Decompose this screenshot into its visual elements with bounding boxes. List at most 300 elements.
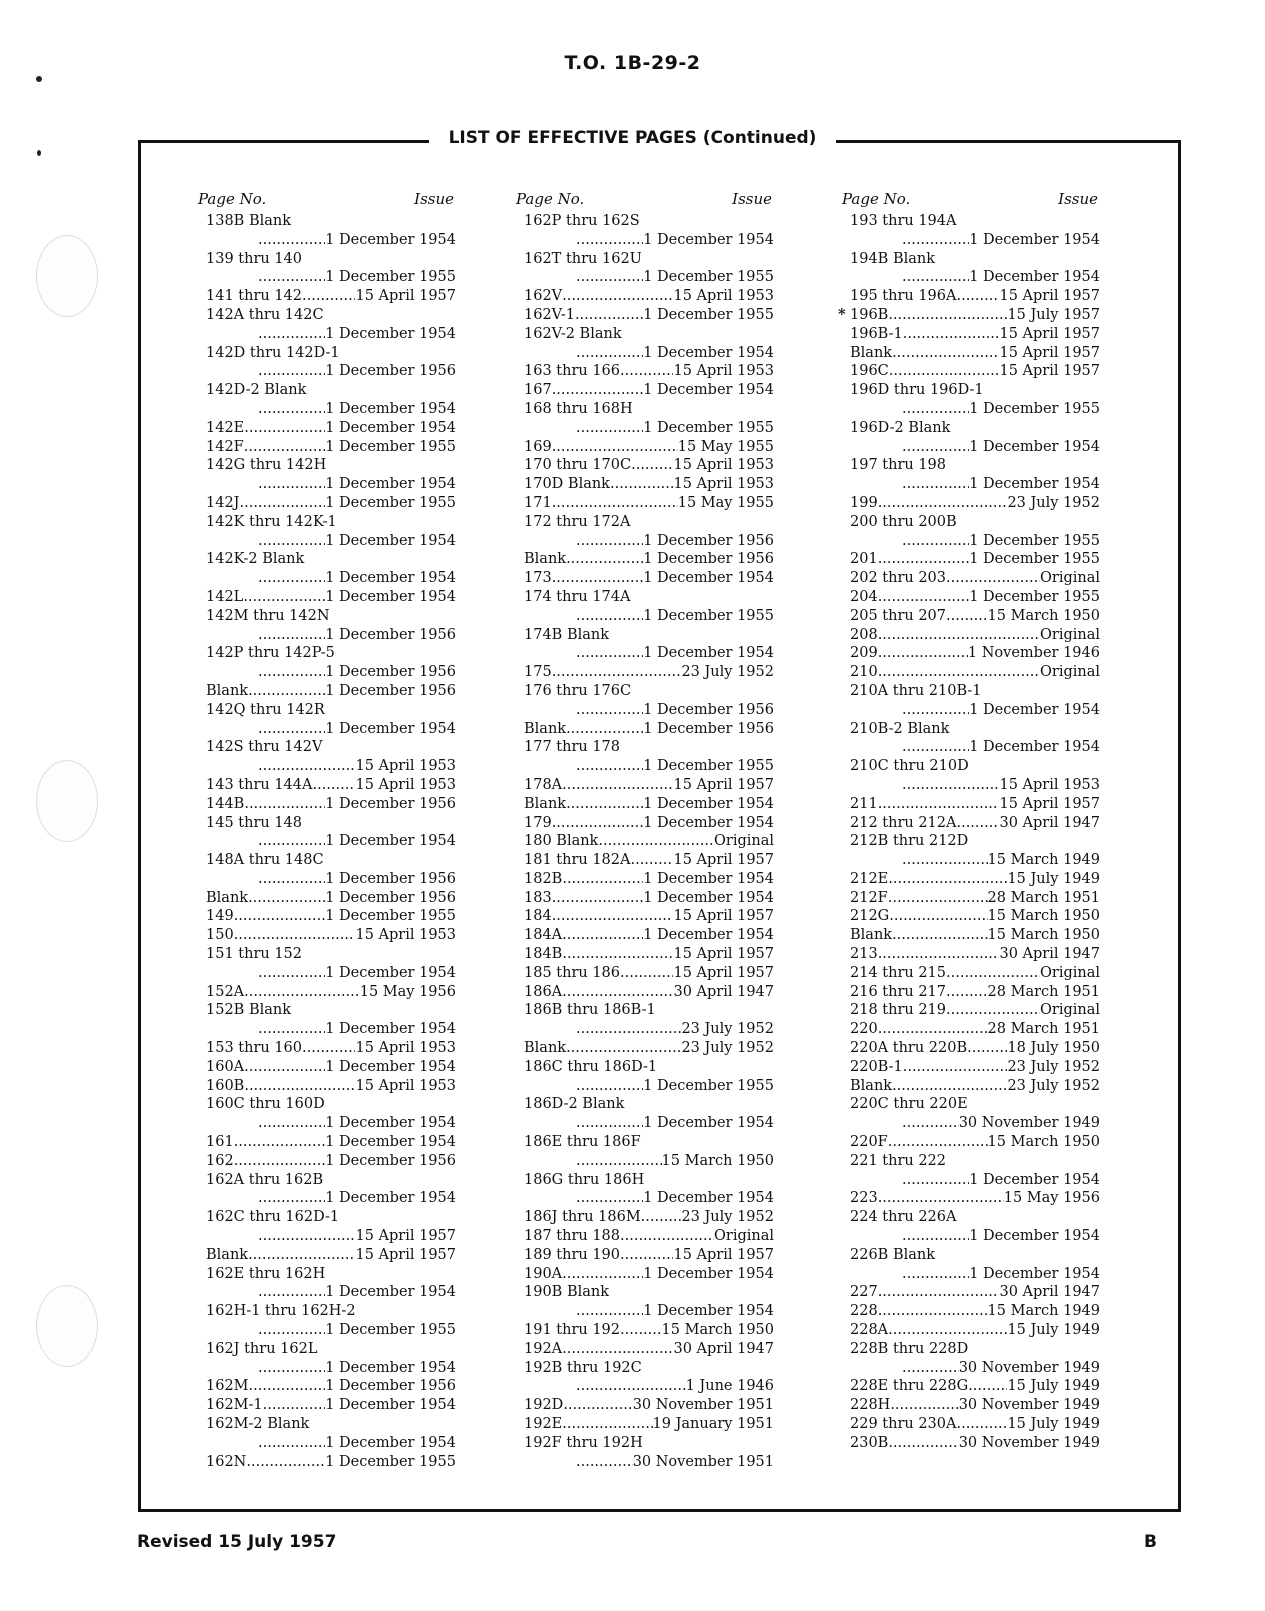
issue-line [198, 626, 456, 645]
entry-line [842, 663, 1100, 682]
dot-leader [878, 795, 1000, 814]
dot-leader [249, 1377, 326, 1396]
dot-leader [902, 475, 969, 494]
page-number: 171 [524, 494, 552, 511]
issue-date: 15 April 1953 [673, 363, 774, 380]
entry-line [842, 1039, 1100, 1058]
list-item [842, 325, 1100, 344]
issue-date: 1 December 1956 [643, 551, 774, 568]
page-number: 142A thru 142C [206, 306, 324, 323]
list-item [842, 1377, 1100, 1396]
list-item [842, 720, 1100, 758]
list-item [198, 250, 456, 288]
dot-leader [566, 720, 643, 739]
page-number: 228A [850, 1322, 889, 1339]
issue-date: 23 July 1952 [681, 1040, 774, 1057]
entry-line [516, 1340, 774, 1359]
dot-leader [889, 907, 987, 926]
issue-date: 1 December 1956 [325, 682, 456, 699]
issue-line [516, 268, 774, 287]
entry-line [198, 1077, 456, 1096]
entry-line [516, 438, 774, 457]
issue-line [198, 663, 456, 682]
list-item [842, 814, 1100, 833]
list-item [516, 682, 774, 720]
dot-leader [552, 569, 644, 588]
list-item [842, 550, 1100, 569]
issue-date: 1 December 1954 [325, 964, 456, 981]
page-number: 184B [524, 946, 563, 963]
issue-line [516, 1077, 774, 1096]
dot-leader [598, 832, 714, 851]
issue-date: 15 July 1949 [1007, 1322, 1100, 1339]
issue-date: 1 December 1954 [325, 325, 456, 342]
page-number: 223 [850, 1190, 878, 1207]
effective-pages-column-3 [838, 190, 1100, 1453]
entry-line [842, 907, 1100, 926]
dot-leader [552, 814, 644, 833]
entry-line [842, 964, 1100, 983]
issue-date: 30 November 1951 [632, 1453, 774, 1470]
page-number: 212G [850, 908, 890, 925]
dot-leader [956, 1415, 1007, 1434]
dot-leader [576, 1302, 643, 1321]
entry-line [842, 926, 1100, 945]
page-number: 148A thru 148C [206, 852, 324, 869]
dot-leader [903, 1058, 1008, 1077]
list-item [516, 212, 774, 250]
issue-header: Issue [732, 190, 772, 208]
entry-line [198, 588, 456, 607]
issue-date: 1 November 1946 [967, 645, 1100, 662]
page-number: 196D thru 196D-1 [850, 382, 984, 399]
page-number: 186G thru 186H [524, 1171, 645, 1188]
binder-hole [36, 1285, 98, 1367]
dot-leader [878, 1283, 1000, 1302]
page-number: 170 thru 170C [524, 457, 632, 474]
page-number: Blank [206, 889, 249, 906]
page-number: 211 [850, 795, 878, 812]
list-item [198, 1152, 456, 1171]
list-item [516, 626, 774, 664]
paper-speck [36, 76, 42, 82]
issue-date: 1 December 1956 [325, 795, 456, 812]
issue-date: 1 December 1955 [969, 532, 1100, 549]
technical-order-number: T.O. 1B-29-2 [564, 52, 701, 74]
dot-leader [562, 1415, 652, 1434]
entry-line [198, 1133, 456, 1152]
issue-line [842, 851, 1100, 870]
entry-line [842, 550, 1100, 569]
page-number: 192B thru 192C [524, 1359, 642, 1376]
effective-pages-column-1 [198, 190, 456, 1471]
entry-line [516, 1265, 774, 1284]
entry-line [516, 814, 774, 833]
list-item [198, 287, 456, 306]
dot-leader [946, 569, 1040, 588]
dot-leader [576, 1377, 686, 1396]
issue-date: 15 April 1953 [355, 927, 456, 944]
dot-leader [576, 757, 643, 776]
issue-line [198, 569, 456, 588]
list-item [842, 287, 1100, 306]
page-number: 189 thru 190 [524, 1246, 621, 1263]
list-item [516, 832, 774, 851]
issue-line [516, 1189, 774, 1208]
issue-date: 15 May 1955 [677, 438, 774, 455]
issue-date: 15 April 1953 [355, 1040, 456, 1057]
page-letter: B [1144, 1532, 1157, 1552]
page-number: 142F [206, 438, 244, 455]
dot-leader [641, 1208, 682, 1227]
dot-leader [576, 1453, 633, 1472]
issue-date: 1 December 1954 [325, 833, 456, 850]
issue-line [516, 532, 774, 551]
issue-header: Issue [414, 190, 454, 208]
list-item [516, 1434, 774, 1472]
dot-leader [630, 851, 673, 870]
entry-line [842, 1302, 1100, 1321]
list-item [198, 644, 456, 682]
issue-line [198, 1283, 456, 1302]
list-item [842, 1152, 1100, 1190]
issue-date: 15 April 1957 [355, 1246, 456, 1263]
issue-line [842, 1265, 1100, 1284]
issue-date: 1 December 1954 [325, 532, 456, 549]
entry-line [516, 1246, 774, 1265]
list-item [516, 776, 774, 795]
page-number: Blank [850, 927, 893, 944]
dot-leader [258, 1434, 325, 1453]
list-item [842, 1340, 1100, 1378]
issue-date: 1 December 1954 [643, 344, 774, 361]
issue-date: 1 December 1954 [325, 588, 456, 605]
issue-date: 1 December 1954 [969, 438, 1100, 455]
list-item [516, 569, 774, 588]
issue-date: Original [1040, 1002, 1100, 1019]
page-number: 162T thru 162U [524, 250, 642, 267]
entry-line [842, 983, 1100, 1002]
dot-leader [244, 438, 325, 457]
dot-leader [889, 362, 1000, 381]
page-number: 162E thru 162H [206, 1265, 326, 1282]
issue-date: 1 December 1955 [969, 588, 1100, 605]
issue-date: 1 December 1954 [325, 1115, 456, 1132]
issue-date: 15 March 1950 [661, 1152, 774, 1169]
page-number: 142L [206, 588, 244, 605]
list-item [516, 907, 774, 926]
page-title-bar [0, 128, 1265, 148]
entry-line [842, 1377, 1100, 1396]
dot-leader [244, 983, 360, 1002]
entry-line [198, 926, 456, 945]
page-number: Blank [206, 1246, 249, 1263]
issue-date: 15 April 1953 [355, 758, 456, 775]
issue-date: 15 April 1957 [673, 852, 774, 869]
issue-date: 15 May 1956 [1003, 1190, 1100, 1207]
issue-date: 23 July 1952 [681, 1021, 774, 1038]
dot-leader [562, 1265, 643, 1284]
change-marker: * [838, 305, 846, 323]
issue-date: 15 April 1957 [673, 1246, 774, 1263]
page-number: 204 [850, 588, 878, 605]
dot-leader [258, 1359, 325, 1378]
issue-line [516, 1152, 774, 1171]
dot-leader [258, 532, 325, 551]
dot-leader [956, 814, 999, 833]
page-number: 209 [850, 645, 878, 662]
page-number: 152B Blank [206, 1002, 292, 1019]
page-number: 185 thru 186 [524, 964, 621, 981]
page-number: 197 thru 198 [850, 457, 947, 474]
issue-date: 15 March 1950 [987, 927, 1100, 944]
list-item [842, 1283, 1100, 1302]
list-item [516, 513, 774, 551]
dot-leader [890, 1396, 958, 1415]
list-item [198, 907, 456, 926]
issue-date: 1 December 1954 [325, 1190, 456, 1207]
dot-leader [888, 889, 988, 908]
list-item [198, 456, 456, 494]
entry-line [198, 795, 456, 814]
page-number: 220B-1 [850, 1058, 903, 1075]
list-item [198, 1001, 456, 1039]
dot-leader [878, 550, 970, 569]
entry-line [516, 1321, 774, 1340]
entry-line [516, 475, 774, 494]
dot-leader [576, 701, 643, 720]
dot-leader [902, 776, 999, 795]
issue-line [842, 268, 1100, 287]
page-number: 220C thru 220E [850, 1096, 968, 1113]
dot-leader [576, 1152, 662, 1171]
entry-line [198, 889, 456, 908]
page-number: 162V-2 Blank [524, 325, 622, 342]
dot-leader [244, 1058, 325, 1077]
issue-date: 1 December 1955 [643, 269, 774, 286]
list-item [842, 344, 1100, 363]
page-number: 186E thru 186F [524, 1134, 641, 1151]
list-item [198, 1208, 456, 1246]
list-item [842, 1039, 1100, 1058]
entry-line [842, 306, 1100, 325]
page-number: 162M [206, 1378, 249, 1395]
page-number: 212 thru 212A [850, 814, 957, 831]
entry-line [842, 1020, 1100, 1039]
issue-date: 1 December 1954 [643, 645, 774, 662]
dot-leader [878, 1020, 988, 1039]
list-item [198, 1058, 456, 1077]
entry-line [198, 776, 456, 795]
entry-line [516, 1227, 774, 1246]
dot-leader [892, 344, 999, 363]
page-number: 169 [524, 438, 552, 455]
list-item [516, 550, 774, 569]
dot-leader [244, 1077, 355, 1096]
list-item [842, 870, 1100, 889]
list-item [842, 456, 1100, 494]
list-item [842, 569, 1100, 588]
dot-leader [258, 832, 325, 851]
list-item [516, 588, 774, 626]
list-item [516, 1396, 774, 1415]
dot-leader [888, 306, 1007, 325]
entry-line [842, 607, 1100, 626]
list-item [842, 1246, 1100, 1284]
list-item [516, 1265, 774, 1284]
list-item [842, 644, 1100, 663]
entry-line [842, 1396, 1100, 1415]
issue-line [198, 1227, 456, 1246]
list-item [198, 1171, 456, 1209]
list-item [516, 1133, 774, 1171]
list-item [198, 1246, 456, 1265]
issue-line [516, 701, 774, 720]
list-item [516, 663, 774, 682]
page-number: 179 [524, 814, 552, 831]
list-item [838, 305, 1100, 325]
page-number: 199 [850, 494, 878, 511]
list-item [516, 475, 774, 494]
entry-line [516, 851, 774, 870]
issue-date: 1 December 1954 [643, 382, 774, 399]
issue-date: 28 March 1951 [987, 889, 1100, 906]
page-number: 174 thru 174A [524, 588, 631, 605]
dot-leader [302, 287, 355, 306]
issue-date: 1 December 1954 [325, 1021, 456, 1038]
list-item [842, 1077, 1100, 1096]
issue-date: 1 December 1954 [969, 1228, 1100, 1245]
dot-leader [566, 795, 643, 814]
list-item [198, 1265, 456, 1303]
list-item [842, 757, 1100, 795]
dot-leader [246, 1453, 325, 1472]
dot-leader [258, 400, 325, 419]
page-number: 213 [850, 946, 878, 963]
issue-line [516, 644, 774, 663]
issue-line [516, 1377, 774, 1396]
list-item [198, 682, 456, 701]
page-number: 212F [850, 889, 888, 906]
issue-date: 1 December 1954 [643, 795, 774, 812]
page-number: 183 [524, 889, 552, 906]
issue-date: 1 December 1954 [325, 419, 456, 436]
list-item [198, 889, 456, 908]
issue-date: 23 July 1952 [1007, 1077, 1100, 1094]
issue-date: 15 July 1949 [1007, 1378, 1100, 1395]
issue-date: 1 December 1956 [325, 1378, 456, 1395]
issue-date: 15 March 1949 [987, 852, 1100, 869]
list-item [842, 1058, 1100, 1077]
page-number: 184 [524, 908, 552, 925]
dot-leader [562, 945, 673, 964]
page-number: 184A [524, 927, 563, 944]
dot-leader [552, 663, 682, 682]
issue-line [198, 532, 456, 551]
dot-leader [258, 663, 325, 682]
entry-line [198, 438, 456, 457]
issue-date: 1 December 1954 [643, 231, 774, 248]
page-number: 162H-1 thru 162H-2 [206, 1303, 356, 1320]
issue-date: 30 April 1947 [999, 814, 1100, 831]
page-number: 178A [524, 776, 563, 793]
issue-date: 1 December 1955 [325, 908, 456, 925]
list-item [516, 1359, 774, 1397]
page-number: 176 thru 176C [524, 682, 632, 699]
dot-leader [258, 720, 325, 739]
dot-leader [552, 907, 674, 926]
list-item [198, 1415, 456, 1453]
list-item [198, 344, 456, 382]
issue-date: 1 December 1954 [969, 476, 1100, 493]
page-number: 142J [206, 494, 240, 511]
list-item [198, 738, 456, 776]
dot-leader [576, 419, 643, 438]
dot-leader [258, 1227, 355, 1246]
dot-leader [566, 550, 643, 569]
dot-leader [878, 588, 970, 607]
page-number: 228H [850, 1397, 891, 1414]
list-item [198, 776, 456, 795]
page-number: 186A [524, 983, 563, 1000]
page-number: 153 thru 160 [206, 1040, 303, 1057]
issue-date: 23 July 1952 [1007, 1058, 1100, 1075]
list-item [198, 1133, 456, 1152]
entry-line [198, 1152, 456, 1171]
list-item [516, 1246, 774, 1265]
dot-leader [576, 231, 643, 250]
column-header [198, 190, 456, 208]
dot-leader [902, 1359, 959, 1378]
page-number: 196C [850, 363, 889, 380]
page-number: 150 [206, 927, 234, 944]
dot-leader [562, 287, 673, 306]
list-item [516, 250, 774, 288]
dot-leader [620, 964, 673, 983]
page-number: 194B Blank [850, 250, 936, 267]
entry-line [516, 926, 774, 945]
page-number: 142G thru 142H [206, 457, 327, 474]
list-item [842, 1415, 1100, 1434]
issue-date: 15 April 1957 [355, 288, 456, 305]
entry-line [516, 287, 774, 306]
issue-line [198, 231, 456, 250]
list-item [198, 1095, 456, 1133]
list-item [842, 945, 1100, 964]
list-item [516, 738, 774, 776]
dot-leader [902, 738, 969, 757]
issue-date: 30 November 1949 [958, 1397, 1100, 1414]
list-item [516, 1171, 774, 1209]
list-item [198, 1302, 456, 1340]
issue-date: 30 November 1949 [958, 1115, 1100, 1132]
dot-leader [258, 870, 325, 889]
entry-line [516, 983, 774, 1002]
issue-date: 15 April 1957 [999, 363, 1100, 380]
page-no-header: Page No. [516, 190, 585, 208]
list-item [842, 907, 1100, 926]
list-item [842, 250, 1100, 288]
page-number: 142P thru 142P-5 [206, 645, 335, 662]
list-item [842, 1095, 1100, 1133]
issue-line [198, 720, 456, 739]
issue-date: 1 December 1954 [643, 814, 774, 831]
dot-leader [946, 964, 1040, 983]
page-number: 216 thru 217 [850, 983, 947, 1000]
issue-date: 18 July 1950 [1007, 1040, 1100, 1057]
issue-header: Issue [1058, 190, 1098, 208]
page-number: 228E thru 228G [850, 1378, 969, 1395]
